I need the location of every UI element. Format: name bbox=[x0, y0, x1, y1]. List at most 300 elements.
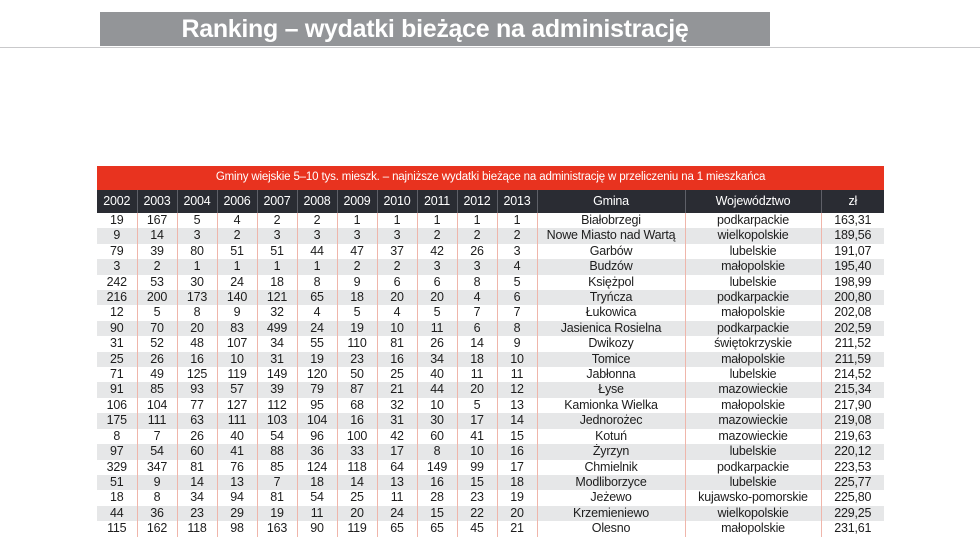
table-header-row bbox=[97, 190, 884, 213]
cell-rank-2006: 4 bbox=[217, 213, 257, 228]
table-row[interactable] bbox=[97, 305, 884, 320]
cell-rank-2008: 4 bbox=[297, 305, 337, 320]
cell-rank-2002: 12 bbox=[97, 305, 137, 320]
cell-rank-2010: 65 bbox=[377, 521, 417, 536]
column-header-wojewodztwo[interactable]: Województwo bbox=[685, 190, 821, 213]
cell-rank-2004: 23 bbox=[177, 506, 217, 521]
cell-value-zl: 219,63 bbox=[821, 429, 884, 444]
cell-rank-2006: 119 bbox=[217, 367, 257, 382]
cell-rank-2002: 90 bbox=[97, 321, 137, 336]
column-header-year-2009[interactable]: 2009 bbox=[337, 190, 377, 213]
cell-gmina: Jasienica Rosielna bbox=[537, 321, 685, 336]
cell-wojewodztwo: wielkopolskie bbox=[685, 506, 821, 521]
cell-rank-2012: 4 bbox=[457, 290, 497, 305]
cell-rank-2010: 25 bbox=[377, 367, 417, 382]
cell-rank-2004: 26 bbox=[177, 429, 217, 444]
cell-wojewodztwo: lubelskie bbox=[685, 275, 821, 290]
cell-rank-2009: 18 bbox=[337, 290, 377, 305]
cell-rank-2010: 13 bbox=[377, 475, 417, 490]
page-title: Ranking – wydatki bieżące na administrację bbox=[181, 14, 689, 43]
cell-rank-2012: 45 bbox=[457, 521, 497, 536]
cell-rank-2009: 87 bbox=[337, 382, 377, 397]
cell-rank-2003: 39 bbox=[137, 244, 177, 259]
cell-rank-2009: 3 bbox=[337, 228, 377, 243]
cell-gmina: Nowe Miasto nad Wartą bbox=[537, 228, 685, 243]
cell-gmina: Tryńcza bbox=[537, 290, 685, 305]
cell-gmina: Tomice bbox=[537, 352, 685, 367]
cell-rank-2003: 70 bbox=[137, 321, 177, 336]
cell-rank-2009: 20 bbox=[337, 506, 377, 521]
cell-wojewodztwo: mazowieckie bbox=[685, 413, 821, 428]
cell-rank-2010: 16 bbox=[377, 352, 417, 367]
cell-rank-2002: 329 bbox=[97, 460, 137, 475]
cell-rank-2008: 11 bbox=[297, 506, 337, 521]
cell-rank-2007: 2 bbox=[257, 213, 297, 228]
cell-rank-2011: 34 bbox=[417, 352, 457, 367]
cell-wojewodztwo: świętokrzyskie bbox=[685, 336, 821, 351]
cell-value-zl: 198,99 bbox=[821, 275, 884, 290]
cell-value-zl: 189,56 bbox=[821, 228, 884, 243]
table-row[interactable] bbox=[97, 367, 884, 382]
cell-rank-2011: 11 bbox=[417, 321, 457, 336]
cell-rank-2009: 23 bbox=[337, 352, 377, 367]
cell-rank-2007: 149 bbox=[257, 367, 297, 382]
cell-rank-2004: 8 bbox=[177, 305, 217, 320]
cell-rank-2010: 20 bbox=[377, 290, 417, 305]
table-row[interactable] bbox=[97, 460, 884, 475]
cell-rank-2003: 167 bbox=[137, 213, 177, 228]
cell-rank-2003: 5 bbox=[137, 305, 177, 320]
cell-rank-2006: 83 bbox=[217, 321, 257, 336]
cell-rank-2003: 162 bbox=[137, 521, 177, 536]
cell-value-zl: 163,31 bbox=[821, 213, 884, 228]
cell-rank-2004: 118 bbox=[177, 521, 217, 536]
cell-rank-2002: 18 bbox=[97, 490, 137, 505]
cell-value-zl: 214,52 bbox=[821, 367, 884, 382]
cell-wojewodztwo: lubelskie bbox=[685, 244, 821, 259]
column-header-year-2004[interactable]: 2004 bbox=[177, 190, 217, 213]
cell-rank-2010: 1 bbox=[377, 213, 417, 228]
cell-rank-2007: 31 bbox=[257, 352, 297, 367]
cell-rank-2009: 16 bbox=[337, 413, 377, 428]
column-header-year-2007[interactable]: 2007 bbox=[257, 190, 297, 213]
cell-rank-2006: 40 bbox=[217, 429, 257, 444]
cell-rank-2011: 60 bbox=[417, 429, 457, 444]
cell-rank-2007: 3 bbox=[257, 228, 297, 243]
cell-rank-2011: 15 bbox=[417, 506, 457, 521]
table-row[interactable] bbox=[97, 275, 884, 290]
cell-rank-2009: 25 bbox=[337, 490, 377, 505]
ranking-table-container bbox=[97, 166, 884, 537]
cell-rank-2012: 99 bbox=[457, 460, 497, 475]
table-row[interactable] bbox=[97, 382, 884, 397]
cell-rank-2012: 10 bbox=[457, 444, 497, 459]
cell-rank-2011: 40 bbox=[417, 367, 457, 382]
cell-gmina: Białobrzegi bbox=[537, 213, 685, 228]
column-header-gmina[interactable]: Gmina bbox=[537, 190, 685, 213]
column-header-year-2012[interactable]: 2012 bbox=[457, 190, 497, 213]
column-header-year-2010[interactable]: 2010 bbox=[377, 190, 417, 213]
cell-rank-2003: 49 bbox=[137, 367, 177, 382]
cell-rank-2003: 2 bbox=[137, 259, 177, 274]
cell-value-zl: 202,08 bbox=[821, 305, 884, 320]
cell-rank-2003: 52 bbox=[137, 336, 177, 351]
cell-rank-2010: 31 bbox=[377, 413, 417, 428]
cell-rank-2010: 42 bbox=[377, 429, 417, 444]
cell-rank-2009: 1 bbox=[337, 213, 377, 228]
cell-wojewodztwo: mazowieckie bbox=[685, 382, 821, 397]
cell-rank-2006: 13 bbox=[217, 475, 257, 490]
table-row[interactable] bbox=[97, 506, 884, 521]
table-row[interactable] bbox=[97, 352, 884, 367]
cell-rank-2006: 57 bbox=[217, 382, 257, 397]
cell-rank-2006: 10 bbox=[217, 352, 257, 367]
cell-rank-2013: 19 bbox=[497, 490, 537, 505]
cell-rank-2008: 2 bbox=[297, 213, 337, 228]
cell-rank-2010: 21 bbox=[377, 382, 417, 397]
cell-rank-2008: 24 bbox=[297, 321, 337, 336]
table-row[interactable] bbox=[97, 429, 884, 444]
cell-rank-2013: 14 bbox=[497, 413, 537, 428]
cell-rank-2011: 16 bbox=[417, 475, 457, 490]
cell-rank-2004: 81 bbox=[177, 460, 217, 475]
cell-rank-2006: 1 bbox=[217, 259, 257, 274]
cell-rank-2010: 64 bbox=[377, 460, 417, 475]
cell-rank-2013: 17 bbox=[497, 460, 537, 475]
cell-rank-2007: 85 bbox=[257, 460, 297, 475]
table-row[interactable] bbox=[97, 444, 884, 459]
cell-rank-2013: 12 bbox=[497, 382, 537, 397]
title-banner bbox=[100, 12, 770, 46]
cell-rank-2004: 77 bbox=[177, 398, 217, 413]
table-row[interactable] bbox=[97, 475, 884, 490]
cell-rank-2010: 37 bbox=[377, 244, 417, 259]
cell-rank-2010: 32 bbox=[377, 398, 417, 413]
column-header-year-2003[interactable]: 2003 bbox=[137, 190, 177, 213]
cell-wojewodztwo: podkarpackie bbox=[685, 213, 821, 228]
cell-rank-2008: 79 bbox=[297, 382, 337, 397]
cell-rank-2012: 6 bbox=[457, 321, 497, 336]
column-header-zl[interactable]: zł bbox=[821, 190, 884, 213]
cell-value-zl: 211,52 bbox=[821, 336, 884, 351]
table-row[interactable] bbox=[97, 290, 884, 305]
cell-rank-2006: 98 bbox=[217, 521, 257, 536]
cell-rank-2004: 5 bbox=[177, 213, 217, 228]
cell-rank-2011: 20 bbox=[417, 290, 457, 305]
cell-rank-2013: 9 bbox=[497, 336, 537, 351]
cell-rank-2002: 9 bbox=[97, 228, 137, 243]
cell-rank-2002: 242 bbox=[97, 275, 137, 290]
cell-value-zl: 191,07 bbox=[821, 244, 884, 259]
cell-value-zl: 202,59 bbox=[821, 321, 884, 336]
cell-rank-2009: 100 bbox=[337, 429, 377, 444]
cell-rank-2008: 90 bbox=[297, 521, 337, 536]
table-row[interactable] bbox=[97, 521, 884, 536]
cell-wojewodztwo: lubelskie bbox=[685, 367, 821, 382]
cell-rank-2006: 111 bbox=[217, 413, 257, 428]
cell-rank-2011: 42 bbox=[417, 244, 457, 259]
cell-rank-2007: 499 bbox=[257, 321, 297, 336]
cell-rank-2003: 54 bbox=[137, 444, 177, 459]
cell-gmina: Kotuń bbox=[537, 429, 685, 444]
cell-rank-2004: 16 bbox=[177, 352, 217, 367]
cell-wojewodztwo: małopolskie bbox=[685, 398, 821, 413]
table-row[interactable] bbox=[97, 244, 884, 259]
cell-rank-2007: 88 bbox=[257, 444, 297, 459]
cell-value-zl: 225,80 bbox=[821, 490, 884, 505]
cell-gmina: Jabłonna bbox=[537, 367, 685, 382]
cell-gmina: Budzów bbox=[537, 259, 685, 274]
table-row[interactable] bbox=[97, 259, 884, 274]
cell-rank-2007: 39 bbox=[257, 382, 297, 397]
cell-rank-2003: 36 bbox=[137, 506, 177, 521]
cell-rank-2002: 79 bbox=[97, 244, 137, 259]
cell-rank-2013: 10 bbox=[497, 352, 537, 367]
cell-rank-2010: 24 bbox=[377, 506, 417, 521]
cell-rank-2002: 106 bbox=[97, 398, 137, 413]
cell-rank-2004: 60 bbox=[177, 444, 217, 459]
cell-rank-2011: 3 bbox=[417, 259, 457, 274]
cell-rank-2012: 5 bbox=[457, 398, 497, 413]
cell-rank-2013: 7 bbox=[497, 305, 537, 320]
cell-rank-2009: 2 bbox=[337, 259, 377, 274]
cell-rank-2004: 34 bbox=[177, 490, 217, 505]
cell-rank-2004: 1 bbox=[177, 259, 217, 274]
cell-rank-2012: 2 bbox=[457, 228, 497, 243]
cell-gmina: Łyse bbox=[537, 382, 685, 397]
cell-wojewodztwo: mazowieckie bbox=[685, 429, 821, 444]
cell-rank-2011: 65 bbox=[417, 521, 457, 536]
table-row[interactable] bbox=[97, 490, 884, 505]
cell-rank-2007: 34 bbox=[257, 336, 297, 351]
cell-rank-2004: 14 bbox=[177, 475, 217, 490]
cell-rank-2006: 9 bbox=[217, 305, 257, 320]
table-row[interactable] bbox=[97, 398, 884, 413]
cell-rank-2003: 53 bbox=[137, 275, 177, 290]
cell-rank-2009: 110 bbox=[337, 336, 377, 351]
cell-rank-2013: 6 bbox=[497, 290, 537, 305]
cell-rank-2003: 7 bbox=[137, 429, 177, 444]
cell-rank-2002: 97 bbox=[97, 444, 137, 459]
cell-rank-2008: 96 bbox=[297, 429, 337, 444]
cell-rank-2013: 1 bbox=[497, 213, 537, 228]
cell-rank-2004: 63 bbox=[177, 413, 217, 428]
cell-rank-2011: 149 bbox=[417, 460, 457, 475]
cell-gmina: Dwikozy bbox=[537, 336, 685, 351]
cell-value-zl: 219,08 bbox=[821, 413, 884, 428]
cell-wojewodztwo: małopolskie bbox=[685, 305, 821, 320]
cell-rank-2011: 6 bbox=[417, 275, 457, 290]
column-header-year-2002[interactable]: 2002 bbox=[97, 190, 137, 213]
cell-rank-2002: 44 bbox=[97, 506, 137, 521]
cell-gmina: Jeżewo bbox=[537, 490, 685, 505]
cell-wojewodztwo: małopolskie bbox=[685, 521, 821, 536]
cell-wojewodztwo: podkarpackie bbox=[685, 290, 821, 305]
cell-rank-2012: 3 bbox=[457, 259, 497, 274]
cell-rank-2004: 48 bbox=[177, 336, 217, 351]
cell-rank-2010: 10 bbox=[377, 321, 417, 336]
cell-rank-2009: 33 bbox=[337, 444, 377, 459]
cell-wojewodztwo: lubelskie bbox=[685, 475, 821, 490]
cell-wojewodztwo: podkarpackie bbox=[685, 460, 821, 475]
cell-rank-2004: 93 bbox=[177, 382, 217, 397]
cell-rank-2003: 104 bbox=[137, 398, 177, 413]
cell-rank-2012: 17 bbox=[457, 413, 497, 428]
cell-gmina: Modliborzyce bbox=[537, 475, 685, 490]
cell-rank-2009: 68 bbox=[337, 398, 377, 413]
cell-rank-2011: 5 bbox=[417, 305, 457, 320]
cell-value-zl: 231,61 bbox=[821, 521, 884, 536]
cell-rank-2011: 10 bbox=[417, 398, 457, 413]
cell-rank-2013: 8 bbox=[497, 321, 537, 336]
table-row[interactable] bbox=[97, 321, 884, 336]
cell-rank-2012: 1 bbox=[457, 213, 497, 228]
cell-value-zl: 229,25 bbox=[821, 506, 884, 521]
column-header-year-2011[interactable]: 2011 bbox=[417, 190, 457, 213]
cell-rank-2007: 163 bbox=[257, 521, 297, 536]
cell-rank-2003: 26 bbox=[137, 352, 177, 367]
cell-rank-2012: 15 bbox=[457, 475, 497, 490]
cell-rank-2009: 119 bbox=[337, 521, 377, 536]
ranking-table bbox=[97, 166, 884, 537]
cell-rank-2002: 3 bbox=[97, 259, 137, 274]
cell-rank-2009: 9 bbox=[337, 275, 377, 290]
cell-rank-2006: 41 bbox=[217, 444, 257, 459]
cell-rank-2013: 3 bbox=[497, 244, 537, 259]
cell-value-zl: 217,90 bbox=[821, 398, 884, 413]
cell-rank-2003: 14 bbox=[137, 228, 177, 243]
cell-value-zl: 215,34 bbox=[821, 382, 884, 397]
cell-rank-2009: 118 bbox=[337, 460, 377, 475]
cell-rank-2011: 8 bbox=[417, 444, 457, 459]
cell-rank-2008: 54 bbox=[297, 490, 337, 505]
cell-rank-2010: 3 bbox=[377, 228, 417, 243]
cell-gmina: Łukowica bbox=[537, 305, 685, 320]
cell-rank-2011: 30 bbox=[417, 413, 457, 428]
cell-rank-2007: 51 bbox=[257, 244, 297, 259]
cell-rank-2010: 11 bbox=[377, 490, 417, 505]
cell-rank-2002: 91 bbox=[97, 382, 137, 397]
cell-rank-2003: 347 bbox=[137, 460, 177, 475]
cell-rank-2003: 111 bbox=[137, 413, 177, 428]
table-caption: Gminy wiejskie 5–10 tys. mieszk. – najniższe wydatki bieżące na administrację w przeliczeniu na 1 mieszkańca bbox=[97, 166, 884, 190]
cell-rank-2012: 11 bbox=[457, 367, 497, 382]
cell-value-zl: 225,77 bbox=[821, 475, 884, 490]
cell-rank-2011: 2 bbox=[417, 228, 457, 243]
table-row[interactable] bbox=[97, 213, 884, 228]
cell-gmina: Żyrzyn bbox=[537, 444, 685, 459]
table-row[interactable] bbox=[97, 336, 884, 351]
cell-rank-2006: 127 bbox=[217, 398, 257, 413]
cell-rank-2012: 7 bbox=[457, 305, 497, 320]
cell-rank-2012: 26 bbox=[457, 244, 497, 259]
cell-rank-2007: 54 bbox=[257, 429, 297, 444]
cell-rank-2006: 2 bbox=[217, 228, 257, 243]
cell-value-zl: 223,53 bbox=[821, 460, 884, 475]
cell-rank-2006: 51 bbox=[217, 244, 257, 259]
cell-rank-2002: 175 bbox=[97, 413, 137, 428]
cell-value-zl: 195,40 bbox=[821, 259, 884, 274]
cell-rank-2006: 29 bbox=[217, 506, 257, 521]
cell-rank-2004: 30 bbox=[177, 275, 217, 290]
cell-wojewodztwo: wielkopolskie bbox=[685, 228, 821, 243]
cell-rank-2004: 20 bbox=[177, 321, 217, 336]
cell-rank-2008: 120 bbox=[297, 367, 337, 382]
cell-rank-2007: 81 bbox=[257, 490, 297, 505]
cell-rank-2008: 18 bbox=[297, 475, 337, 490]
cell-rank-2013: 5 bbox=[497, 275, 537, 290]
cell-rank-2006: 76 bbox=[217, 460, 257, 475]
cell-rank-2009: 14 bbox=[337, 475, 377, 490]
cell-wojewodztwo: podkarpackie bbox=[685, 321, 821, 336]
cell-rank-2010: 81 bbox=[377, 336, 417, 351]
cell-rank-2012: 23 bbox=[457, 490, 497, 505]
cell-rank-2013: 11 bbox=[497, 367, 537, 382]
cell-rank-2008: 19 bbox=[297, 352, 337, 367]
cell-gmina: Kamionka Wielka bbox=[537, 398, 685, 413]
cell-rank-2006: 107 bbox=[217, 336, 257, 351]
column-header-year-2008[interactable]: 2008 bbox=[297, 190, 337, 213]
cell-rank-2007: 112 bbox=[257, 398, 297, 413]
table-body bbox=[97, 213, 884, 537]
cell-rank-2011: 1 bbox=[417, 213, 457, 228]
cell-wojewodztwo: małopolskie bbox=[685, 259, 821, 274]
cell-rank-2013: 21 bbox=[497, 521, 537, 536]
cell-value-zl: 220,12 bbox=[821, 444, 884, 459]
cell-rank-2008: 1 bbox=[297, 259, 337, 274]
cell-wojewodztwo: kujawsko-pomorskie bbox=[685, 490, 821, 505]
cell-rank-2009: 50 bbox=[337, 367, 377, 382]
cell-rank-2008: 3 bbox=[297, 228, 337, 243]
cell-rank-2003: 85 bbox=[137, 382, 177, 397]
cell-rank-2003: 9 bbox=[137, 475, 177, 490]
column-header-year-2013[interactable]: 2013 bbox=[497, 190, 537, 213]
cell-rank-2004: 173 bbox=[177, 290, 217, 305]
cell-rank-2013: 20 bbox=[497, 506, 537, 521]
cell-rank-2011: 28 bbox=[417, 490, 457, 505]
cell-rank-2002: 51 bbox=[97, 475, 137, 490]
cell-rank-2002: 19 bbox=[97, 213, 137, 228]
cell-rank-2013: 18 bbox=[497, 475, 537, 490]
cell-rank-2004: 80 bbox=[177, 244, 217, 259]
cell-gmina: Olesno bbox=[537, 521, 685, 536]
cell-rank-2004: 3 bbox=[177, 228, 217, 243]
cell-rank-2007: 121 bbox=[257, 290, 297, 305]
cell-rank-2003: 200 bbox=[137, 290, 177, 305]
cell-wojewodztwo: lubelskie bbox=[685, 444, 821, 459]
cell-rank-2013: 15 bbox=[497, 429, 537, 444]
cell-rank-2009: 47 bbox=[337, 244, 377, 259]
table-head bbox=[97, 166, 884, 213]
cell-value-zl: 211,59 bbox=[821, 352, 884, 367]
column-header-year-2006[interactable]: 2006 bbox=[217, 190, 257, 213]
cell-rank-2006: 140 bbox=[217, 290, 257, 305]
cell-rank-2012: 20 bbox=[457, 382, 497, 397]
cell-rank-2008: 44 bbox=[297, 244, 337, 259]
cell-gmina: Krzemieniewo bbox=[537, 506, 685, 521]
cell-rank-2012: 22 bbox=[457, 506, 497, 521]
cell-rank-2013: 13 bbox=[497, 398, 537, 413]
cell-rank-2003: 8 bbox=[137, 490, 177, 505]
cell-rank-2010: 17 bbox=[377, 444, 417, 459]
header-divider bbox=[0, 47, 980, 48]
cell-rank-2006: 24 bbox=[217, 275, 257, 290]
table-row[interactable] bbox=[97, 228, 884, 243]
cell-value-zl: 200,80 bbox=[821, 290, 884, 305]
table-row[interactable] bbox=[97, 413, 884, 428]
cell-rank-2008: 65 bbox=[297, 290, 337, 305]
cell-rank-2008: 36 bbox=[297, 444, 337, 459]
